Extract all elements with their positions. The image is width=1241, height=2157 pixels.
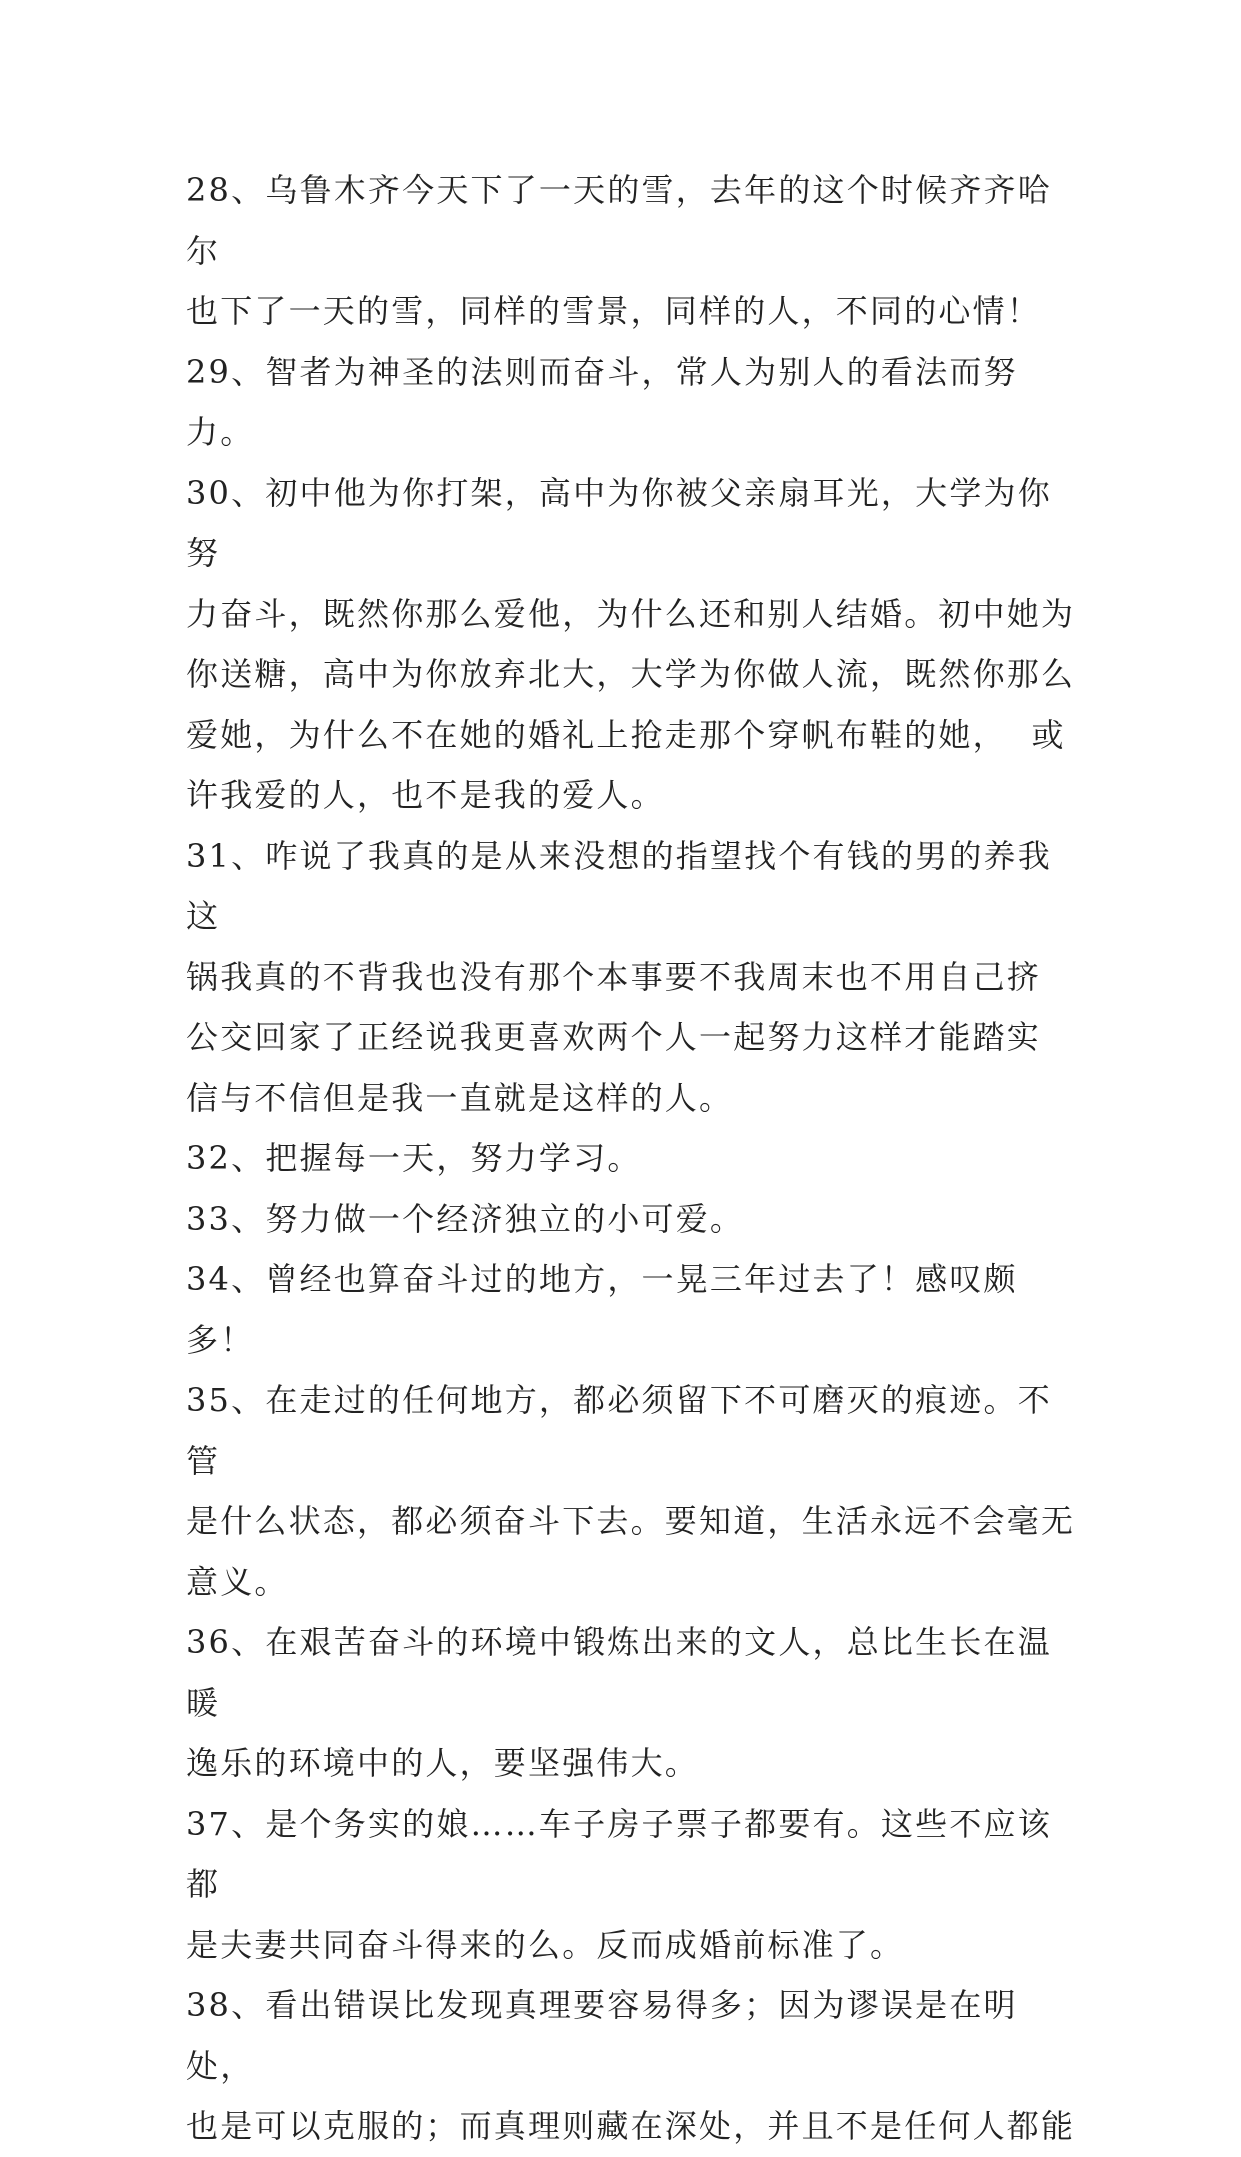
paragraph-30: 30、初中他为你打架，高中为你被父亲扇耳光，大学为你努 力奋斗，既然你那么爱他，为什么还和别人结婚。初中她为 你送糖，高中为你放弃北大，大学为你做人流，既然你那么 爱她，为什么不在她的婚礼上抢走那个穿帆布鞋的她， 或 许我爱的人，也不是我的爱人。 bbox=[186, 473, 1076, 814]
paragraph-35: 35、在走过的任何地方，都必须留下不可磨灭的痕迹。不管 是什么状态，都必须奋斗下去。要知道，生活永远不会毫无 意义。 bbox=[186, 1381, 1076, 1601]
paragraph-33: 33、努力做一个经济独立的小可爱。 bbox=[186, 1199, 745, 1238]
paragraph-32: 32、把握每一天，努力学习。 bbox=[186, 1139, 642, 1177]
paragraph-28: 28、乌鲁木齐今天下了一天的雪，去年的这个时候齐齐哈尔 也下了一天的雪，同样的雪景，同样的人，不同的心情！ bbox=[186, 171, 1052, 330]
document-body bbox=[186, 160, 1086, 2157]
paragraph-29: 29、智者为神圣的法则而奋斗，常人为别人的看法而努力。 bbox=[186, 352, 1018, 451]
paragraph-31: 31、咋说了我真的是从来没想的指望找个有钱的男的养我这 锅我真的不背我也没有那个本事要不我周末也不用自己挤 公交回家了正经说我更喜欢两个人一起努力这样才能踏实 信与不信但是我一直就是这样的人。 bbox=[186, 836, 1052, 1117]
paragraph-38: 38、看出错误比发现真理要容易得多；因为谬误是在明处， 也是可以克服的；而真理则藏在深处，并且不是任何人都能 bbox=[186, 1986, 1076, 2145]
paragraph-34: 34、曾经也算奋斗过的地方，一晃三年过去了！感叹颇多！ bbox=[186, 1260, 1018, 1359]
paragraph-37: 37、是个务实的娘……车子房子票子都要有。这些不应该都 是夫妻共同奋斗得来的么。反而成婚前标准了。 bbox=[186, 1804, 1052, 1964]
paragraph-36: 36、在艰苦奋斗的环境中锻炼出来的文人，总比生长在温暖 逸乐的环境中的人，要坚强伟大。 bbox=[186, 1623, 1052, 1782]
